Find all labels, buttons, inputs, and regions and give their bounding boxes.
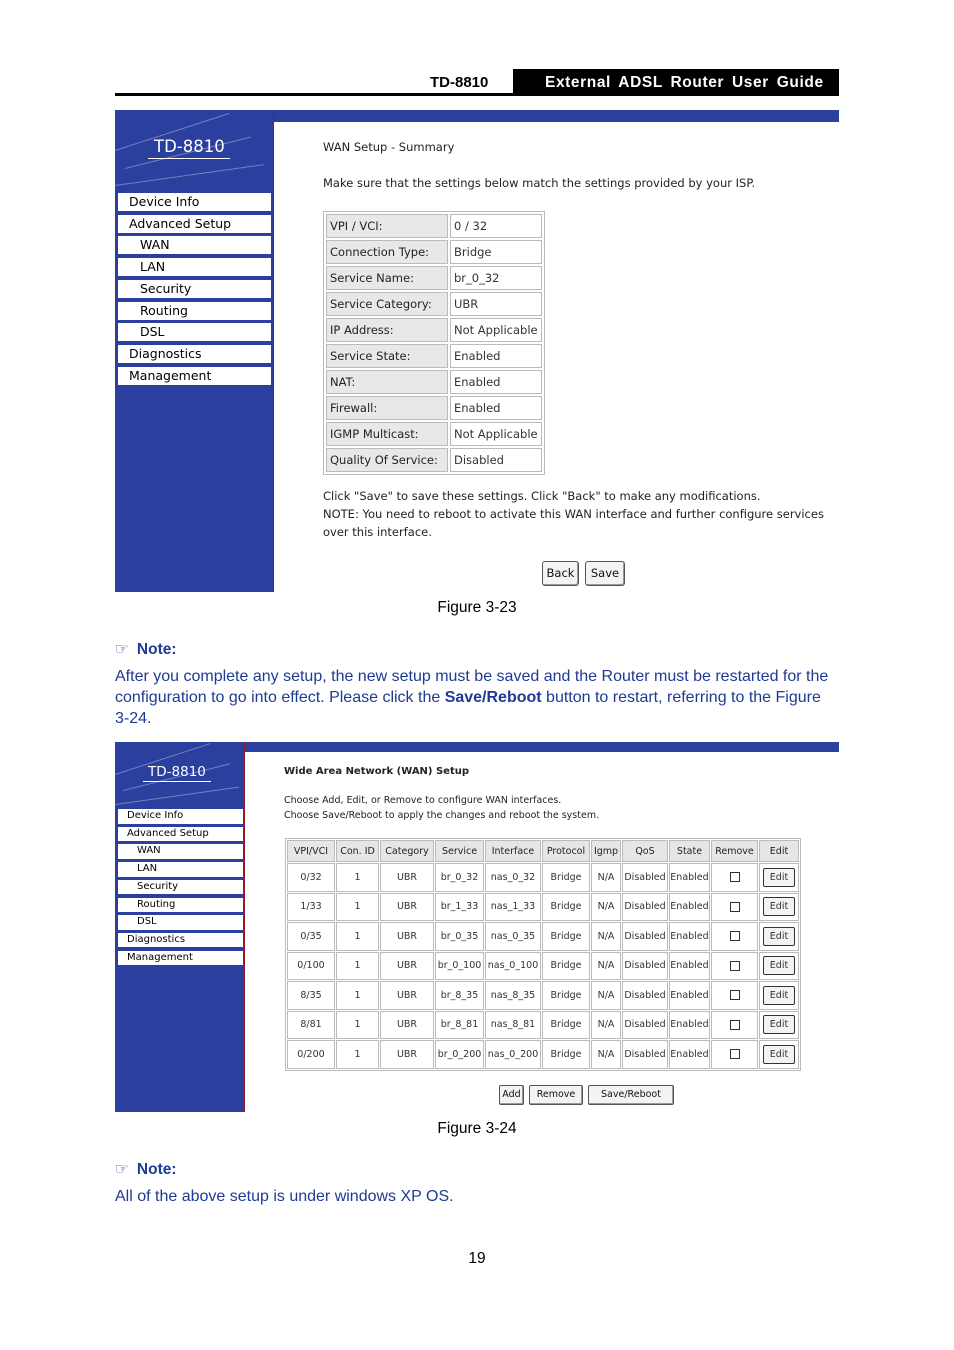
column-header: Service xyxy=(435,840,484,862)
table-cell: br_1_33 xyxy=(435,893,484,922)
footer-note: NOTE: You need to reboot to activate this WAN interface and further configure services xyxy=(323,507,824,521)
wan-interfaces-table xyxy=(285,838,801,1071)
table-row xyxy=(287,952,799,981)
sidebar-item-routing[interactable]: Routing xyxy=(118,898,243,913)
sidebar-item-diagnostics[interactable]: Diagnostics xyxy=(118,933,243,948)
edit-button[interactable]: Edit xyxy=(763,868,795,887)
note-heading-text: Note: xyxy=(136,1161,177,1178)
table-cell: Bridge xyxy=(542,981,590,1010)
edit-button[interactable]: Edit xyxy=(763,897,795,916)
table-cell: Enabled xyxy=(669,893,710,922)
table-cell: Disabled xyxy=(622,1040,668,1069)
table-cell: 1 xyxy=(336,922,379,951)
edit-cell xyxy=(759,893,799,922)
sidebar-item-management[interactable]: Management xyxy=(118,367,271,385)
summary-row xyxy=(326,396,542,420)
table-cell: N/A xyxy=(591,1011,621,1040)
page-title: Wide Area Network (WAN) Setup xyxy=(284,766,470,777)
summary-value: Not Applicable xyxy=(450,422,542,446)
column-header: Protocol xyxy=(542,840,590,862)
summary-value: Enabled xyxy=(450,396,542,420)
table-cell: 1 xyxy=(336,1011,379,1040)
intro-text-2: Choose Save/Reboot to apply the changes and reboot the system. xyxy=(284,810,600,821)
add-button[interactable]: Add xyxy=(499,1085,524,1105)
header-rule xyxy=(115,93,839,96)
intro-text-1: Choose Add, Edit, or Remove to configure WAN interfaces. xyxy=(284,795,562,806)
sidebar-item-dsl[interactable]: DSL xyxy=(118,323,271,341)
table-cell: 0/100 xyxy=(287,952,335,981)
column-header: VPI/VCI xyxy=(287,840,335,862)
save-reboot-button[interactable]: Save/Reboot xyxy=(588,1085,674,1105)
remove-cell xyxy=(711,893,758,922)
summary-row xyxy=(326,214,542,238)
table-cell: nas_8_35 xyxy=(485,981,541,1010)
table-cell: br_0_200 xyxy=(435,1040,484,1069)
sidebar-item-advanced-setup[interactable]: Advanced Setup xyxy=(118,215,271,233)
column-header: Con. ID xyxy=(336,840,379,862)
column-header: Igmp xyxy=(591,840,621,862)
edit-cell xyxy=(759,922,799,951)
table-cell: 1 xyxy=(336,981,379,1010)
table-cell: br_8_35 xyxy=(435,981,484,1010)
edit-cell xyxy=(759,863,799,892)
sidebar-item-wan[interactable]: WAN xyxy=(118,236,271,254)
table-cell: 0/200 xyxy=(287,1040,335,1069)
edit-button[interactable]: Edit xyxy=(763,1045,795,1064)
table-cell: 1 xyxy=(336,893,379,922)
summary-key: IP Address: xyxy=(326,318,448,342)
table-cell: Enabled xyxy=(669,863,710,892)
summary-key: NAT: xyxy=(326,370,448,394)
remove-cell xyxy=(711,981,758,1010)
remove-cell xyxy=(711,1011,758,1040)
remove-checkbox[interactable] xyxy=(730,961,740,971)
table-cell: N/A xyxy=(591,981,621,1010)
table-cell: Bridge xyxy=(542,1040,590,1069)
remove-cell xyxy=(711,952,758,981)
table-cell: Disabled xyxy=(622,922,668,951)
summary-row xyxy=(326,448,542,472)
table-cell: Enabled xyxy=(669,1011,710,1040)
edit-cell xyxy=(759,981,799,1010)
sidebar-item-dsl[interactable]: DSL xyxy=(118,915,243,930)
summary-value: Enabled xyxy=(450,344,542,368)
table-cell: 1 xyxy=(336,952,379,981)
table-cell: Enabled xyxy=(669,952,710,981)
table-row xyxy=(287,893,799,922)
summary-key: Quality Of Service: xyxy=(326,448,448,472)
figure-wan-summary-screenshot xyxy=(115,110,839,592)
table-cell: UBR xyxy=(380,863,434,892)
sidebar-item-advanced-setup[interactable]: Advanced Setup xyxy=(118,827,243,842)
table-cell: UBR xyxy=(380,1011,434,1040)
sidebar-item-diagnostics[interactable]: Diagnostics xyxy=(118,345,271,363)
edit-cell xyxy=(759,1040,799,1069)
pointing-hand-icon: ☞ xyxy=(115,1161,129,1178)
sidebar-item-management[interactable]: Management xyxy=(118,951,243,966)
table-row xyxy=(287,922,799,951)
note-heading xyxy=(115,640,177,659)
sidebar-item-lan[interactable]: LAN xyxy=(118,258,271,276)
table-cell: Disabled xyxy=(622,863,668,892)
table-cell: 8/81 xyxy=(287,1011,335,1040)
summary-value: Disabled xyxy=(450,448,542,472)
remove-cell xyxy=(711,863,758,892)
column-header: Edit xyxy=(759,840,799,862)
summary-key: Service Name: xyxy=(326,266,448,290)
footer-instruction: Click "Save" to save these settings. Click "Back" to make any modifications. xyxy=(323,489,761,503)
table-cell: Bridge xyxy=(542,952,590,981)
table-cell: N/A xyxy=(591,1040,621,1069)
table-cell: nas_8_81 xyxy=(485,1011,541,1040)
edit-button[interactable]: Edit xyxy=(763,956,795,975)
column-header: State xyxy=(669,840,710,862)
summary-value: Not Applicable xyxy=(450,318,542,342)
remove-checkbox[interactable] xyxy=(730,1049,740,1059)
page-title: WAN Setup - Summary xyxy=(323,140,455,154)
summary-key: VPI / VCI: xyxy=(326,214,448,238)
table-cell: UBR xyxy=(380,1040,434,1069)
figure-caption: Figure 3-23 xyxy=(437,599,517,616)
table-cell: Enabled xyxy=(669,1040,710,1069)
summary-row xyxy=(326,292,542,316)
table-cell: Disabled xyxy=(622,1011,668,1040)
header-guide-title: External ADSL Router User Guide xyxy=(513,69,839,94)
edit-button[interactable]: Edit xyxy=(763,1015,795,1034)
page-number: 19 xyxy=(468,1250,486,1267)
table-cell: br_0_35 xyxy=(435,922,484,951)
edit-cell xyxy=(759,1011,799,1040)
remove-checkbox[interactable] xyxy=(730,872,740,882)
table-cell: nas_0_100 xyxy=(485,952,541,981)
column-header: Remove xyxy=(711,840,758,862)
note-paragraph: All of the above setup is under windows XP OS. xyxy=(115,1188,454,1205)
figure-wan-setup-screenshot xyxy=(115,742,839,1112)
table-cell: UBR xyxy=(380,952,434,981)
table-cell: nas_1_33 xyxy=(485,893,541,922)
table-cell: N/A xyxy=(591,952,621,981)
table-row xyxy=(287,1040,799,1069)
table-cell: br_0_32 xyxy=(435,863,484,892)
sidebar-item-wan[interactable]: WAN xyxy=(118,844,243,859)
summary-row xyxy=(326,318,542,342)
table-cell: Disabled xyxy=(622,952,668,981)
remove-cell xyxy=(711,922,758,951)
summary-key: Service Category: xyxy=(326,292,448,316)
summary-key: Service State: xyxy=(326,344,448,368)
summary-row xyxy=(326,344,542,368)
summary-value: UBR xyxy=(450,292,542,316)
table-cell: 0/32 xyxy=(287,863,335,892)
table-cell: 8/35 xyxy=(287,981,335,1010)
table-cell: nas_0_200 xyxy=(485,1040,541,1069)
table-cell: N/A xyxy=(591,922,621,951)
table-cell: N/A xyxy=(591,893,621,922)
summary-value: 0 / 32 xyxy=(450,214,542,238)
edit-button[interactable]: Edit xyxy=(763,927,795,946)
column-header: Category xyxy=(380,840,434,862)
table-cell: Disabled xyxy=(622,981,668,1010)
note-text-bold: Save/Reboot xyxy=(444,689,542,706)
remove-checkbox[interactable] xyxy=(730,931,740,941)
header-model: TD-8810 xyxy=(430,74,489,91)
summary-row xyxy=(326,370,542,394)
sidebar-item-security[interactable]: Security xyxy=(118,280,271,298)
table-cell: N/A xyxy=(591,863,621,892)
table-cell: UBR xyxy=(380,922,434,951)
table-cell: 0/35 xyxy=(287,922,335,951)
summary-key: Firewall: xyxy=(326,396,448,420)
note-text-after: button to restart, referring to the Figure 3-24. xyxy=(115,689,821,727)
table-cell: br_8_81 xyxy=(435,1011,484,1040)
summary-value: Bridge xyxy=(450,240,542,264)
footer-note-cont: over this interface. xyxy=(323,525,432,539)
table-cell: 1 xyxy=(336,863,379,892)
remove-checkbox[interactable] xyxy=(730,990,740,1000)
column-header: QoS xyxy=(622,840,668,862)
remove-checkbox[interactable] xyxy=(730,1020,740,1030)
sidebar-item-security[interactable]: Security xyxy=(118,880,243,895)
table-cell: Bridge xyxy=(542,922,590,951)
summary-key: Connection Type: xyxy=(326,240,448,264)
column-header: Interface xyxy=(485,840,541,862)
sidebar-item-routing[interactable]: Routing xyxy=(118,302,271,320)
summary-value: br_0_32 xyxy=(450,266,542,290)
table-cell: nas_0_32 xyxy=(485,863,541,892)
sidebar-item-device-info[interactable]: Device Info xyxy=(118,193,271,211)
edit-button[interactable]: Edit xyxy=(763,986,795,1005)
figure-caption: Figure 3-24 xyxy=(437,1120,517,1137)
table-cell: Bridge xyxy=(542,863,590,892)
table-cell: UBR xyxy=(380,893,434,922)
summary-table xyxy=(323,211,545,475)
note-paragraph xyxy=(115,666,839,729)
remove-button[interactable]: Remove xyxy=(529,1085,583,1105)
table-cell: Disabled xyxy=(622,893,668,922)
table-cell: nas_0_35 xyxy=(485,922,541,951)
logo-text: TD-8810 xyxy=(154,137,225,156)
table-cell: 1 xyxy=(336,1040,379,1069)
sidebar-item-lan[interactable]: LAN xyxy=(118,862,243,877)
remove-checkbox[interactable] xyxy=(730,902,740,912)
summary-value: Enabled xyxy=(450,370,542,394)
table-cell: Enabled xyxy=(669,981,710,1010)
edit-cell xyxy=(759,952,799,981)
save-button[interactable]: Save xyxy=(585,561,625,586)
back-button[interactable]: Back xyxy=(542,561,579,586)
note-heading xyxy=(115,1160,177,1179)
summary-row xyxy=(326,422,542,446)
table-cell: Bridge xyxy=(542,1011,590,1040)
logo-text: TD-8810 xyxy=(148,764,206,780)
table-row xyxy=(287,1011,799,1040)
note-text-before: After you complete any setup, the new setup must be saved and the Router must be restarted for the configuration to go into effect. Please click the xyxy=(115,668,829,706)
table-cell: UBR xyxy=(380,981,434,1010)
table-cell: Bridge xyxy=(542,893,590,922)
table-row xyxy=(287,981,799,1010)
table-cell: br_0_100 xyxy=(435,952,484,981)
table-cell: Enabled xyxy=(669,922,710,951)
sidebar-item-device-info[interactable]: Device Info xyxy=(118,809,243,824)
table-cell: 1/33 xyxy=(287,893,335,922)
remove-cell xyxy=(711,1040,758,1069)
pointing-hand-icon: ☞ xyxy=(115,641,129,658)
summary-key: IGMP Multicast: xyxy=(326,422,448,446)
note-heading-text: Note: xyxy=(136,641,177,658)
intro-text: Make sure that the settings below match the settings provided by your ISP. xyxy=(323,176,756,190)
summary-row xyxy=(326,240,542,264)
summary-row xyxy=(326,266,542,290)
table-row xyxy=(287,863,799,892)
